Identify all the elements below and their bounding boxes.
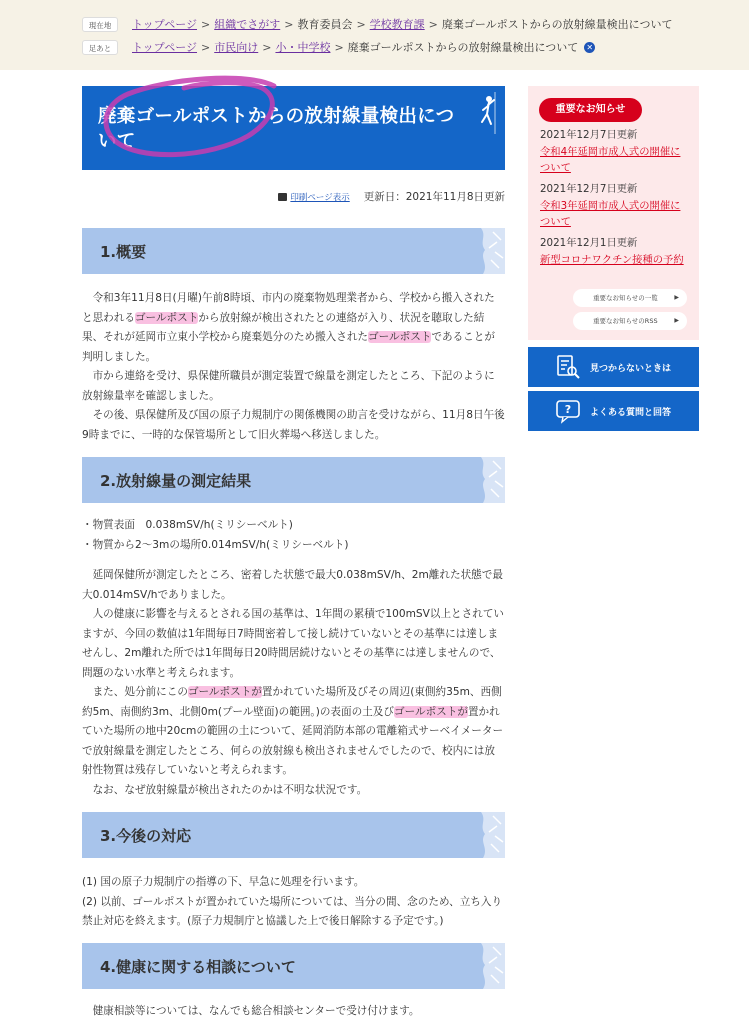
important-notices-panel (528, 86, 699, 340)
printer-icon (278, 193, 287, 201)
footprint-link-citizens[interactable]: 市民向け (214, 41, 259, 54)
notice-item (540, 235, 690, 268)
footprint-tag: 足あと (82, 40, 118, 55)
notices-list-button[interactable] (573, 289, 687, 307)
question-bubble-icon (555, 398, 581, 424)
frost-decoration-icon (471, 812, 505, 858)
close-circle-icon[interactable]: ✕ (584, 42, 595, 53)
climber-icon (475, 90, 499, 134)
measurement-item-distance: ・物質から2〜3mの場所0.014mSV/h(ミリシーベルト) (82, 538, 349, 551)
text-fragment: 令和3年11月8日(月曜)午前8時頃、市内の廃棄物処理業者から、学校から搬入されたと思われる (82, 292, 495, 324)
important-notices-badge: 重要なお知らせ (539, 98, 642, 122)
measurement-paragraph-3 (82, 683, 505, 781)
breadcrumb-board-of-education: 教育委員会 (297, 18, 353, 31)
highlighted-term: ゴールポスト (134, 311, 199, 324)
frost-decoration-icon (471, 457, 505, 503)
breadcrumb-current-page: 廃棄ゴールポストからの放射線量検出について (441, 18, 673, 31)
highlighted-term: ゴールポストが (187, 686, 262, 698)
section-heading-future-actions (82, 812, 505, 858)
footprint-link-schools[interactable]: 小・中学校 (275, 41, 331, 54)
print-link[interactable] (278, 191, 349, 203)
section-title: 2.放射線量の測定結果 (100, 472, 252, 490)
breadcrumb-separator: > (428, 17, 438, 31)
current-location-tag: 現在地 (82, 17, 118, 32)
text-fragment: から放射線が検出されたとの連絡が入り、状況を聴取した結果、それが延岡市立東小学校から廃棄処分のため搬入された (82, 311, 485, 343)
section-heading-measurement (82, 457, 505, 503)
breadcrumb-separator: > (284, 17, 294, 31)
not-found-button[interactable] (528, 347, 699, 387)
not-found-label: 見つからないときは (590, 363, 672, 374)
measurement-list (82, 516, 505, 555)
overview-body (82, 289, 505, 445)
health-paragraph-1: 健康相談等については、なんでも総合相談センターで受け付けます。 (92, 1005, 420, 1017)
notice-item (540, 127, 690, 177)
faq-button[interactable] (528, 391, 699, 431)
breadcrumb-separator: > (262, 40, 272, 54)
print-label: 印刷ページ表示 (290, 192, 350, 203)
future-action-2: (2) 以前、ゴールポストが置かれていた場所については、当分の間、念のため、立ち入り禁止対応を終えます。(原子力規制庁と協議した上で後日解除する予定です。) (82, 895, 503, 927)
highlighted-term: ゴールポスト (368, 331, 432, 343)
notice-date: 2021年12月7日更新 (540, 129, 638, 141)
health-consultation-body (82, 1002, 505, 1022)
breadcrumb-link-organization[interactable]: 組織でさがす (214, 18, 281, 31)
document-search-icon (555, 354, 581, 380)
breadcrumb-footprint (82, 39, 595, 55)
page-meta (278, 189, 505, 204)
overview-paragraph-3: その後、県保健所及び国の原子力規制庁の関係機関の助言を受けながら、11月8日午後9時までに、一時的な保管場所として旧火葬場へ移送しました。 (82, 409, 505, 441)
breadcrumb-separator: > (334, 40, 344, 54)
breadcrumb-link-school-education[interactable]: 学校教育課 (369, 18, 425, 31)
frost-decoration-icon (471, 228, 505, 274)
breadcrumb-bar (0, 0, 749, 70)
measurement-paragraph-1: 延岡保健所が測定したところ、密着した状態で最大0.038mSV/h、2m離れた状態で最大0.014mSV/hでありました。 (82, 569, 503, 601)
faq-label: よくある質問と回答 (590, 407, 672, 418)
frost-decoration-icon (471, 943, 505, 989)
section-title: 4.健康に関する相談について (100, 958, 296, 976)
highlighted-term: ゴールポストが (394, 705, 468, 718)
measurement-paragraph-4: なお、なぜ放射線量が検出されたのかは不明な状況です。 (92, 783, 368, 796)
chevron-right-icon: ▶ (674, 294, 679, 301)
measurement-item-surface: ・物質表面 0.038mSV/h(ミリシーベルト) (82, 519, 293, 531)
notices-rss-button[interactable] (573, 312, 687, 330)
section-heading-health-consultation (82, 943, 505, 989)
section-heading-overview (82, 228, 505, 274)
notices-list-label: 重要なお知らせの一覧 (593, 294, 658, 302)
section-title: 3.今後の対応 (100, 827, 192, 845)
breadcrumb-link-top[interactable]: トップページ (132, 18, 198, 31)
breadcrumb-separator: > (201, 40, 211, 54)
breadcrumb-current (82, 16, 672, 32)
measurement-paragraph-2: 人の健康に影響を与えるとされる国の基準は、1年間の累積で100mSV以上とされていますが、今回の数値は1年間毎日7時間密着して接し続けていないとその基準には達しませんし、2m離れた所では1年間毎日20時間居続けないとその基準には達しませんので、問題のない水準と考えられます。 (82, 608, 505, 679)
overview-paragraph-1 (82, 289, 505, 367)
section-title: 1.概要 (100, 243, 147, 261)
text-fragment: 置かれていた場所の地中20cmの範囲の土について、延岡消防本部の電離箱式サーベイメーターで放射線量を測定したところ、何らの放射線も検出されませんでしたので、校内には放射性物質は残存していないと考えられます。 (82, 705, 504, 776)
overview-paragraph-2: 市から連絡を受け、県保健所職員が測定装置で線量を測定したところ、下記のように放射線量率を確認しました。 (82, 370, 495, 402)
svg-text:?: ? (564, 403, 572, 416)
notice-link[interactable]: 新型コロナワクチン接種の予約 (540, 253, 684, 266)
notices-rss-label: 重要なお知らせのRSS (593, 317, 658, 325)
notice-item (540, 181, 690, 231)
notice-link[interactable]: 令和4年延岡市成人式の開催について (540, 145, 681, 174)
future-actions-body (82, 873, 505, 932)
notice-date: 2021年12月1日更新 (540, 237, 638, 249)
future-action-1: (1) 国の原子力規制庁の指導の下、早急に処理を行います。 (82, 876, 365, 888)
text-fragment: 置かれていた場所及びその周辺(東側約35m、西側約5m、南側約3m、北側0m(プール壁面)の範囲。)の表面の土及び (82, 686, 502, 718)
footprint-current-page: 廃棄ゴールポストからの放射線量検出について (347, 41, 579, 54)
footprint-link-top[interactable]: トップページ (132, 41, 198, 54)
notice-date: 2021年12月7日更新 (540, 183, 638, 195)
measurement-body (82, 566, 505, 800)
updated-date: 更新日：2021年11月8日更新 (363, 191, 505, 203)
text-fragment: また、処分前にこの (92, 686, 188, 698)
notice-link[interactable]: 令和3年延岡市成人式の開催について (540, 199, 681, 228)
page-title: 廃棄ゴールポストからの放射線量検出について (98, 106, 455, 152)
text-fragment: であることが判明しました。 (82, 331, 495, 363)
chevron-right-icon: ▶ (674, 317, 679, 324)
breadcrumb-separator: > (201, 17, 211, 31)
page-title-box (82, 86, 505, 170)
breadcrumb-separator: > (356, 17, 366, 31)
